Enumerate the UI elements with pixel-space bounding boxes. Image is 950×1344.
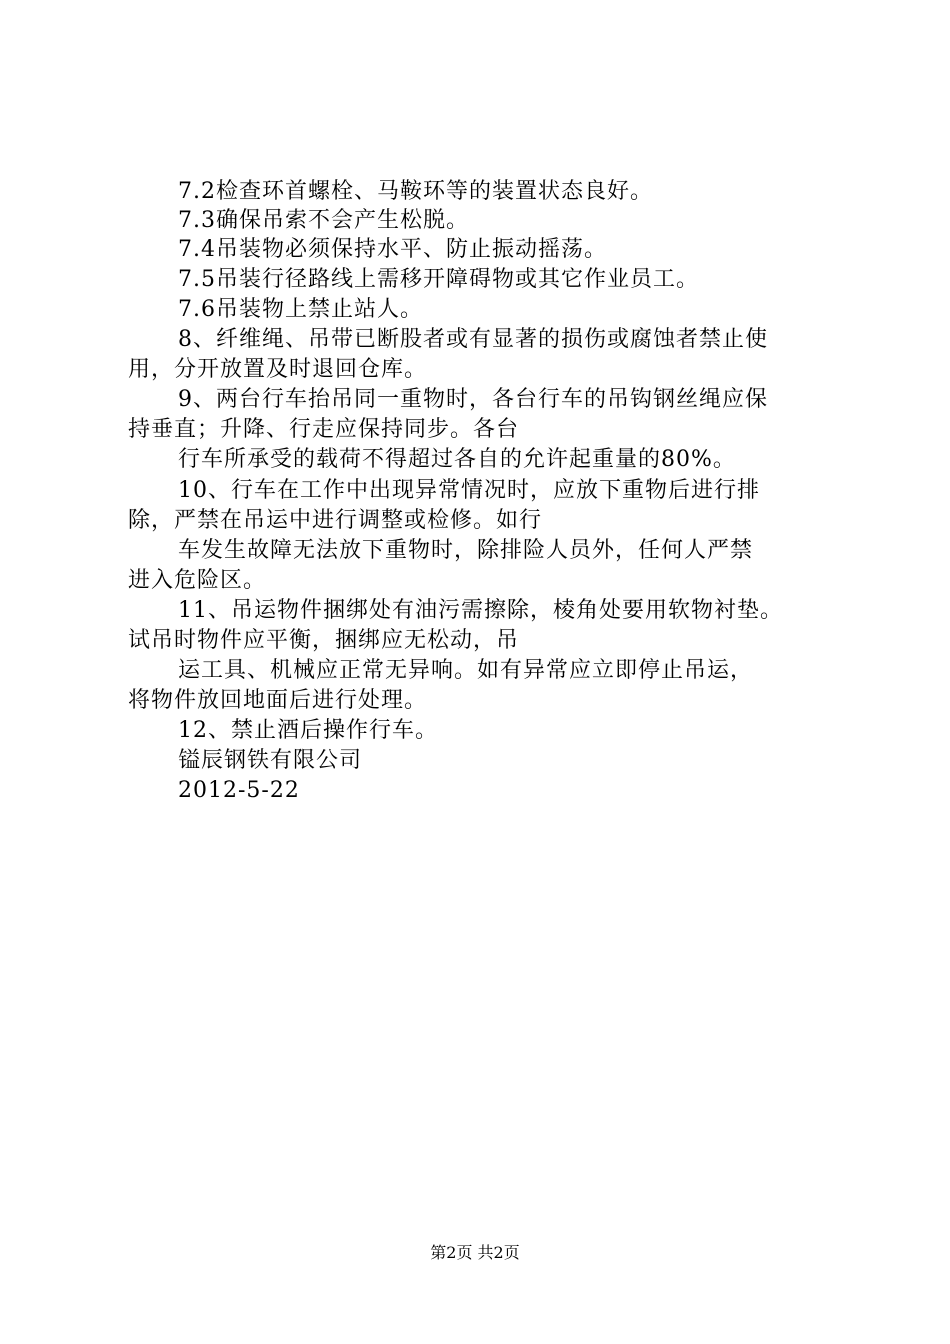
text-line-11-b: 试吊时物件应平衡，捆绑应无松动，吊 (128, 628, 520, 653)
text-line-7-6: 7.6吊装物上禁止站人。 (178, 297, 423, 322)
text-line-7-5: 7.5吊装行径路线上需移开障碍物或其它作业员工。 (178, 267, 699, 292)
text-line-10-a: 10、行车在工作中出现异常情况时，应放下重物后进行排 (178, 478, 760, 503)
text-line-10-b: 除，严禁在吊运中进行调整或检修。如行 (128, 508, 543, 533)
text-line-9-c: 行车所承受的载荷不得超过各自的允许起重量的80%。 (178, 447, 736, 472)
text-line-11-a: 11、吊运物件捆绑处有油污需擦除，棱角处要用软物衬垫。 (178, 598, 783, 623)
text-line-11-d: 将物件放回地面后进行处理。 (128, 688, 428, 713)
text-line-9-a: 9、两台行车抬吊同一重物时，各台行车的吊钩钢丝绳应保 (178, 387, 768, 412)
company-name: 镒辰钢铁有限公司 (178, 748, 363, 773)
text-line-7-2: 7.2检查环首螺栓、马鞍环等的装置状态良好。 (178, 179, 653, 204)
document-date: 2012-5-22 (178, 778, 300, 803)
text-line-8-b: 用，分开放置及时退回仓库。 (128, 357, 428, 382)
text-line-12: 12、禁止酒后操作行车。 (178, 718, 438, 743)
text-line-9-b: 持垂直；升降、行走应保持同步。各台 (128, 417, 520, 442)
text-line-7-4: 7.4吊装物必须保持水平、防止振动摇荡。 (178, 237, 607, 262)
page-footer: 第2页 共2页 (430, 1243, 520, 1262)
text-line-10-c: 车发生故障无法放下重物时，除排险人员外，任何人严禁 (178, 538, 754, 563)
text-line-7-3: 7.3确保吊索不会产生松脱。 (178, 208, 469, 233)
text-line-11-c: 运工具、机械应正常无异响。如有异常应立即停止吊运， (178, 658, 754, 683)
text-line-10-d: 进入危险区。 (128, 568, 267, 593)
text-line-8-a: 8、纤维绳、吊带已断股者或有显著的损伤或腐蚀者禁止使 (178, 327, 768, 352)
